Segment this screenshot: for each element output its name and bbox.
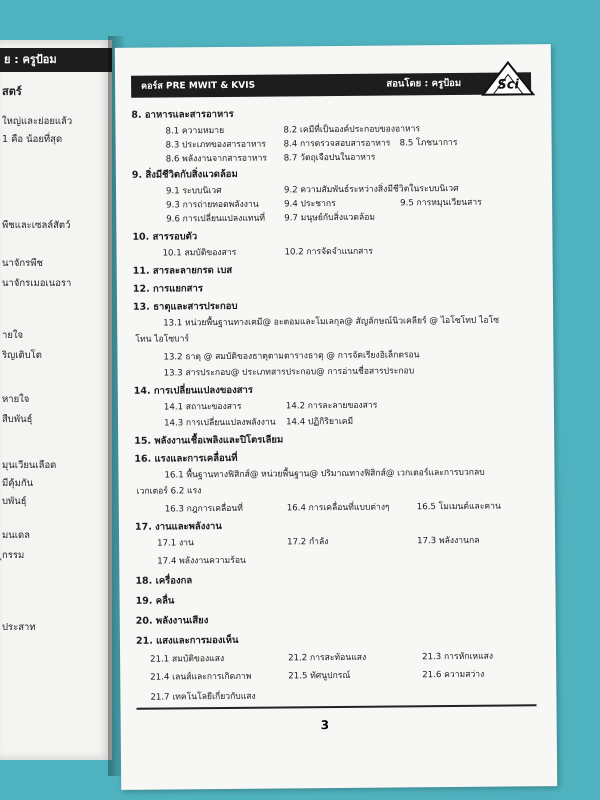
toc-item: 16.3 กฎการเคลื่อนที่ (164, 503, 243, 515)
toc-item: 9.7 มนุษย์กับสิ่งแวดล้อม (284, 212, 376, 224)
toc-item: โทน ไอโซบาร์ (135, 334, 190, 345)
left-page-header: ย : ครูป้อม (0, 48, 112, 72)
toc-item: 21.5 ทัศนูปกรณ์ (288, 670, 351, 682)
toc-section: 20. พลังงานเสียง (135, 615, 209, 627)
toc-item: 21.6 ความสว่าง (422, 669, 485, 681)
toc-item: 8.2 เคมีที่เป็นองค์ประกอบของอาหาร (283, 124, 421, 136)
toc-section: 14. การเปลี่ยนแปลงของสาร (133, 384, 253, 397)
toc-section: 18. เครื่องกล (135, 575, 193, 587)
toc-section: 10. สารรอบตัว (132, 231, 198, 243)
toc-section: 19. คลื่น (135, 595, 175, 607)
toc-section: 15. พลังงานเชื้อเพลิงและปิโตรเลียม (134, 434, 284, 447)
toc-item: 9.3 การถ่ายทอดพลังงาน (166, 199, 259, 211)
toc-item: 16.5 โมเมนต์และคาน (416, 501, 501, 513)
toc-item: 10.1 สมบัติของสาร (162, 247, 237, 259)
left-line: ริญเติบโต (2, 350, 42, 361)
toc-item: 14.2 การละลายของสาร (285, 400, 378, 412)
toc-item: 21.3 การหักเหแสง (422, 651, 494, 663)
left-line: สืบพันธุ์ (2, 414, 33, 425)
left-line: บพันธุ์ (2, 496, 27, 507)
page-number: 3 (320, 718, 330, 733)
toc-item: 8.4 การตรวจสอบสารอาหาร (283, 138, 391, 150)
left-line: ใหญ่และย่อยแล้ว (2, 116, 73, 127)
toc-item: 9.6 การเปลี่ยนแปลงแทนที่ (166, 213, 266, 225)
toc-section: 17. งานและพลังงาน (134, 521, 222, 533)
toc-section: 16. แรงและการเคลื่อนที่ (134, 452, 238, 465)
toc-item: 16.4 การเคลื่อนที่แบบต่างๆ (286, 502, 390, 514)
toc-item: 21.4 เลนส์และการเกิดภาพ (150, 671, 252, 683)
toc-item: 13.3 สารประกอบ@ ประเภทสารประกอบ@ การอ่านชื่อสารประกอบ (163, 366, 415, 379)
toc-item: 8.3 ประเภทของสารอาหาร (165, 139, 267, 151)
toc-section: 21. แสงและการมองเห็น (135, 634, 239, 647)
left-line: สตร์ (2, 85, 22, 98)
toc-item: 10.2 การจัดจำแนกสาร (284, 246, 373, 258)
toc-item: 17.2 กำลัง (287, 537, 329, 548)
toc-item: 9.1 ระบบนิเวศ (165, 185, 222, 197)
left-page (0, 40, 112, 760)
left-line: พืชและเซลล์สัตว์ (2, 220, 71, 231)
toc-item: 8.6 พลังงานจากสารอาหาร (165, 153, 268, 165)
toc-item: 9.5 การหมุนเวียนสาร (400, 197, 482, 209)
toc-item: 14.3 การเปลี่ยนแปลงพลังงาน (164, 417, 276, 429)
toc-item: 8.5 โภชนาการ (399, 137, 458, 149)
toc-item: 21.7 เทคโนโลยีเกี่ยวกับแสง (150, 691, 256, 703)
toc-section: 9. สิ่งมีชีวิตกับสิ่งแวดล้อม (131, 168, 238, 181)
left-line: นาจักรพืช (2, 258, 43, 269)
toc-item: 17.4 พลังงานความร้อน (157, 555, 246, 567)
logo-text: Sci (497, 77, 519, 93)
toc-item: 8.1 ความหมาย (165, 125, 225, 137)
toc-section: 12. การแยกสาร (132, 283, 203, 295)
course-title: คอร์ส PRE MWIT & KVIS (141, 80, 256, 92)
toc-section: 13. ธาตุและสารประกอบ (132, 300, 238, 313)
left-line: ประสาท (2, 622, 36, 633)
toc-item: 9.4 ประชากร (284, 198, 336, 210)
toc-item: 21.2 การสะท้อนแสง (288, 652, 367, 664)
left-line: นาจักรเมอเนอรา (2, 278, 72, 289)
left-line: หายใจ (2, 394, 30, 405)
toc-item: 8.7 วัตถุเจือปนในอาหาร (283, 152, 376, 164)
left-line: มีคุ้มกัน (2, 478, 34, 489)
page-header-bar (131, 72, 531, 97)
toc-item: 17.1 งาน (157, 538, 194, 549)
toc-item: 14.4 ปฏิกิริยาเคมี (286, 416, 354, 428)
sci-logo (479, 58, 537, 99)
left-line: ุกรรม (2, 550, 25, 561)
toc-item: 13.2 ธาตุ @ สมบัติของธาตุตามตารางธาตุ @ การจัดเรียงอิเล็กตรอน (163, 350, 420, 363)
left-line: 1 คือ น้อยที่สุด (2, 134, 63, 145)
toc-item: เวกเตอร์ 6.2 แรง (136, 486, 202, 497)
left-line: มนเดล (2, 530, 30, 541)
toc-item: 9.2 ความสัมพันธ์ระหว่างสิ่งมีชีวิตในระบบนิเวศ (283, 183, 459, 196)
toc-item: 16.1 พื้นฐานทางฟิสิกส์@ หน่วยพื้นฐาน@ ปริมาณทางฟิสิกส์@ เวกเตอร์และการบวกลบ (164, 467, 485, 481)
footer-rule (137, 704, 537, 709)
left-line: มุนเวียนเลือด (2, 460, 57, 471)
table-of-contents (131, 104, 541, 703)
toc-item: 14.1 สถานะของสาร (163, 401, 242, 413)
left-line: ายใจ (2, 330, 24, 341)
toc-item: 13.1 หน่วยพื้นฐานทางเคมี@ อะตอมและโมเลกุล@ สัญลักษณ์นิวเคลียร์ @ ไอโซโทป ไอโซ (163, 315, 500, 329)
toc-section: 8. อาหารและสารอาหาร (131, 108, 234, 121)
document-page (115, 44, 557, 790)
toc-item: 17.3 พลังงานกล (417, 535, 480, 547)
toc-item: 21.1 สมบัติของแสง (150, 653, 225, 665)
toc-section: 11. สารละลายกรด เบส (132, 264, 233, 277)
teacher-name: สอนโดย : ครูป้อม (386, 77, 462, 90)
